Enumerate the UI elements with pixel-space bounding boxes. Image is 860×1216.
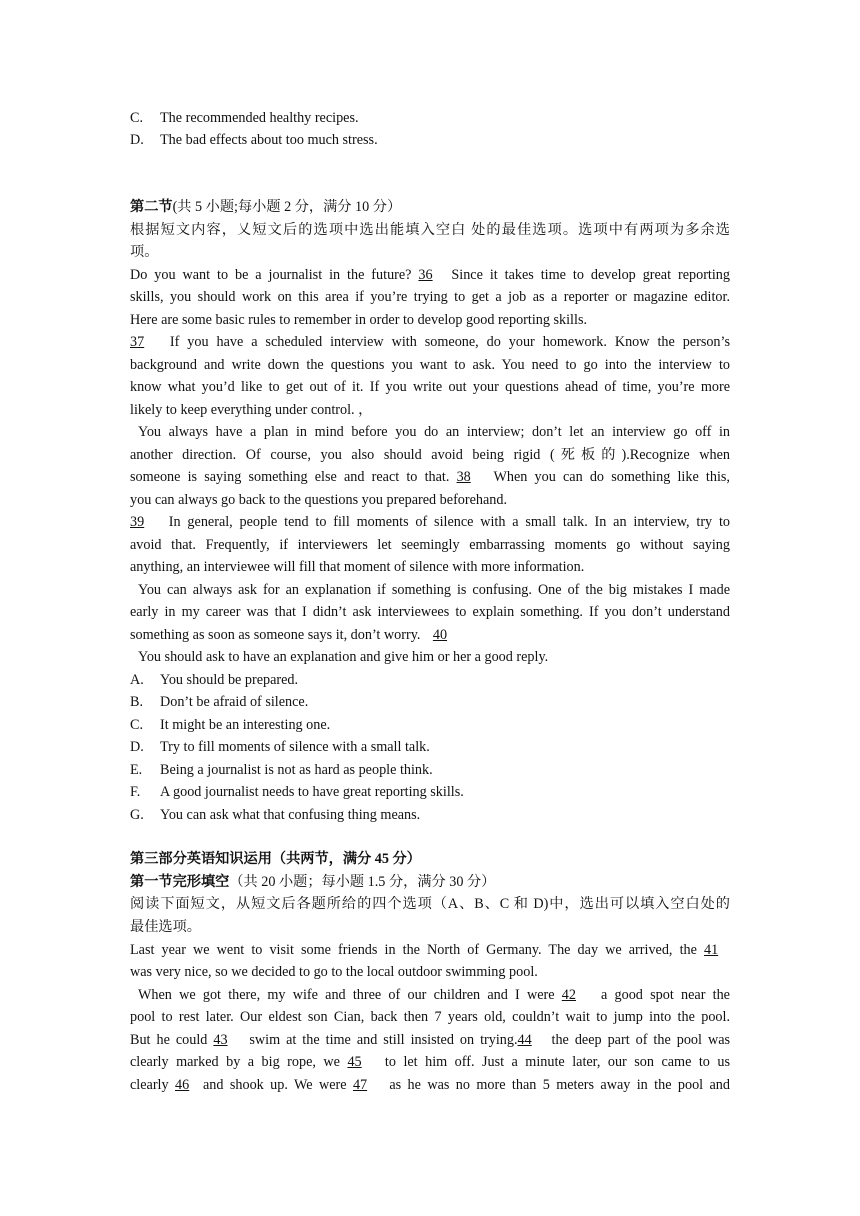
passage-line: avoid that. Frequently, if interviewers let seemingly embarrassing moments go without saying bbox=[130, 537, 730, 553]
passage-line: know what you’d like to get out of it. If you write out your questions ahead of time, you’re more bbox=[130, 379, 730, 395]
blank-43: 43 bbox=[213, 1032, 228, 1048]
passage-line: You can always ask for an explanation if something is confusing. One of the big mistakes I made bbox=[138, 582, 730, 598]
blank-38: 38 bbox=[456, 469, 471, 485]
option-b: B. Don’t be afraid of silence. bbox=[130, 694, 309, 710]
passage-line: someone is saying something else and react to that. 38 When you can do something like this, bbox=[130, 466, 730, 488]
part3-instruction-line2: 最佳选项。 bbox=[130, 919, 201, 935]
blank-42: 42 bbox=[561, 987, 576, 1003]
cloze-line: Last year we went to visit some friends in the North of Germany. The day we arrived, the 41 bbox=[130, 939, 730, 961]
option-g: G. You can ask what that confusing thing means. bbox=[130, 807, 421, 823]
option-d: D. Try to fill moments of silence with a small talk. bbox=[130, 739, 430, 755]
passage-line: 37 If you have a scheduled interview with someone, do your homework. Know the person’s bbox=[130, 331, 730, 353]
blank-36: 36 bbox=[418, 267, 433, 283]
option-a: A. You should be prepared. bbox=[130, 672, 299, 688]
passage-line: skills, you should work on this area if you’re trying to get a job as a reporter or magazine editor. bbox=[130, 289, 730, 305]
passage-line: background and write down the questions you want to ask. You need to go into the interview to bbox=[130, 357, 730, 373]
passage-line: You always have a plan in mind before you do an interview; don’t let an interview go off in bbox=[138, 424, 730, 440]
cloze-line: clearly 46 and shook up. We were 47 as he was no more than 5 meters away in the pool and bbox=[130, 1074, 730, 1096]
section2-heading: 第二节(共 5 小题;每小题 2 分，满分 10 分） bbox=[130, 199, 402, 215]
passage-line: anything, an interviewee will fill that moment of silence with more information. bbox=[130, 559, 585, 575]
blank-37: 37 bbox=[130, 334, 145, 350]
passage-line: you can always go back to the questions you prepared beforehand. bbox=[130, 492, 508, 508]
cloze-line: But he could 43 swim at the time and still insisted on trying.44 the deep part of the pool was bbox=[130, 1029, 730, 1051]
blank-39: 39 bbox=[130, 514, 145, 530]
cloze-line: pool to rest later. Our eldest son Cian, back then 7 years old, couldn’t wait to jump into the pool. bbox=[130, 1009, 730, 1025]
option-e: E. Being a journalist is not as hard as people think. bbox=[130, 762, 433, 778]
blank-41: 41 bbox=[704, 942, 719, 958]
blank-46: 46 bbox=[175, 1077, 190, 1093]
prev-option-d: D. The bad effects about too much stress. bbox=[130, 132, 378, 148]
prev-option-c: C. The recommended healthy recipes. bbox=[130, 110, 359, 126]
passage-line: You should ask to have an explanation and give him or her a good reply. bbox=[138, 649, 549, 665]
option-f: F. A good journalist needs to have great reporting skills. bbox=[130, 784, 464, 800]
part3-instruction-line1: 阅读下面短文，从短文后各题所给的四个选项（A、B、C 和 D)中，选出可以填入空白处的 bbox=[130, 896, 730, 912]
blank-45: 45 bbox=[347, 1054, 362, 1070]
blank-44: 44 bbox=[517, 1032, 532, 1048]
passage-line: Do you want to be a journalist in the future? 36 Since it takes time to develop great reporting bbox=[130, 264, 730, 286]
cloze-line: When we got there, my wife and three of our children and I were 42 a good spot near the bbox=[130, 984, 730, 1006]
blank-47: 47 bbox=[352, 1077, 368, 1093]
cloze-line: clearly marked by a big rope, we 45 to let him off. Just a minute later, our son came to us bbox=[130, 1051, 730, 1073]
passage-line: another direction. Of course, you also should avoid being rigid (死板的).Recognize when bbox=[130, 447, 730, 463]
passage-line: likely to keep everything under control. ， bbox=[130, 402, 373, 418]
passage-line: something as soon as someone says it, don’t worry. 40 bbox=[130, 624, 730, 646]
blank-40: 40 bbox=[432, 627, 448, 643]
cloze-line: was very nice, so we decided to go to the local outdoor swimming pool. bbox=[130, 964, 538, 980]
section2-instruction-line1: 根据短文内容，乂短文后的选项中选出能填入空白 处的最佳选项。选项中有两项为多余选 bbox=[130, 222, 730, 238]
passage-line: Here are some basic rules to remember in order to develop good reporting skills. bbox=[130, 312, 588, 328]
passage-line: 39 In general, people tend to fill moments of silence with a small talk. In an interview, try to bbox=[130, 511, 730, 533]
section2-instruction-line2: 项。 bbox=[130, 244, 159, 260]
part3-title: 第三部分英语知识运用（共两节，满分 45 分） bbox=[130, 851, 421, 867]
part3-subheading: 第一节完形填空（共 20 小题；每小题 1.5 分，满分 30 分） bbox=[130, 874, 496, 890]
passage-line: early in my career was that I didn’t ask interviewees to explain something. If you don’t understand bbox=[130, 604, 730, 620]
option-c: C. It might be an interesting one. bbox=[130, 717, 331, 733]
